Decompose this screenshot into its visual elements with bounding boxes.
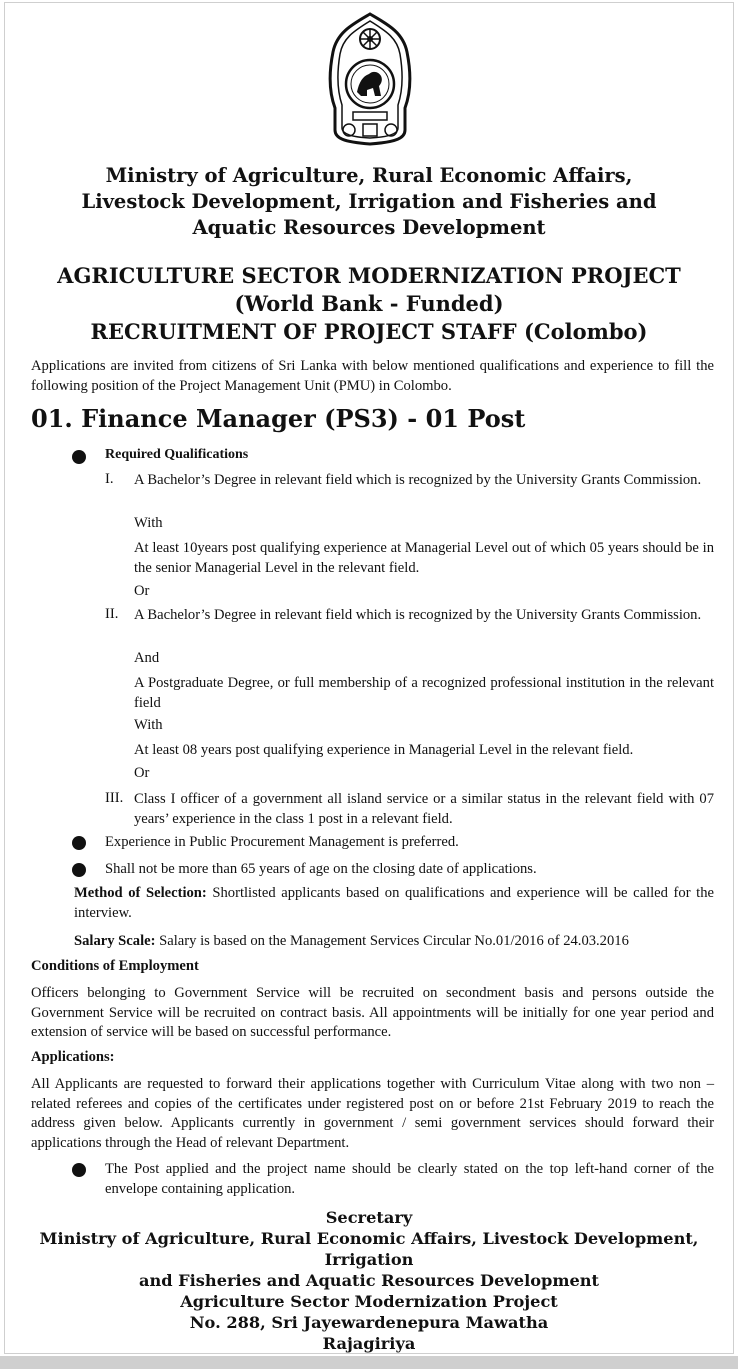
envelope-bullet-text: The Post applied and the project name should be clearly stated on the top left-hand corner of the envelope containing application.	[105, 1161, 714, 1197]
age-bullet-text: Shall not be more than 65 years of age on the closing date of applications.	[105, 861, 537, 877]
address-line-5: No. 288, Sri Jayewardenepura Mawatha	[189, 1313, 549, 1332]
project-heading	[20, 262, 718, 346]
qualification-2-degree: A Bachelor’s Degree in relevant field which is recognized by the University Grants Commission.	[134, 607, 702, 623]
address-block	[20, 1207, 718, 1354]
qualification-1-or: Or	[134, 583, 150, 599]
method-of-selection	[74, 884, 714, 923]
bullet-icon	[72, 836, 86, 850]
ministry-line-3: Aquatic Resources Development	[192, 216, 546, 239]
roman-numeral-3: III.	[105, 790, 124, 806]
bullet-icon	[72, 863, 86, 877]
address-line-4: Agriculture Sector Modernization Project	[180, 1292, 558, 1311]
qualification-1-with: With	[134, 515, 163, 531]
post-title: 01. Finance Manager (PS3) - 01 Post	[31, 404, 526, 433]
procurement-bullet-text: Experience in Public Procurement Management is preferred.	[105, 834, 459, 850]
bullet-icon	[72, 450, 86, 464]
address-line-3: and Fisheries and Aquatic Resources Development	[138, 1271, 600, 1290]
national-emblem-icon	[323, 12, 417, 148]
qualification-3-text: Class I officer of a government all island service or a similar status in the relevant field with 07 years’ experience in the class 1 post in a relevant field.	[134, 791, 714, 827]
address-line-2: Ministry of Agriculture, Rural Economic Affairs, Livestock Development, Irrigation	[39, 1229, 699, 1269]
project-line-3: RECRUITMENT OF PROJECT STAFF (Colombo)	[90, 319, 648, 344]
salary-scale	[74, 932, 714, 952]
applications-heading: Applications:	[31, 1049, 115, 1065]
required-qualifications-label: Required Qualifications	[105, 447, 249, 462]
ministry-heading	[20, 163, 718, 241]
qualification-2-or: Or	[134, 765, 150, 781]
method-label: Method of Selection:	[74, 885, 207, 901]
conditions-paragraph: Officers belonging to Government Service will be recruited on secondment basis and persons outside the Government Service will be recruited on contract basis. All appointments will be initially for one year period and extension of service will be based on successful performance.	[31, 985, 714, 1040]
qualification-2-experience: At least 08 years post qualifying experience in Managerial Level in the relevant field.	[134, 742, 634, 758]
bullet-icon	[72, 1163, 86, 1177]
salary-label: Salary Scale:	[74, 933, 156, 949]
salary-text: Salary is based on the Management Services Circular No.01/2016 of 24.03.2016	[155, 933, 629, 949]
applications-paragraph: All Applicants are requested to forward their applications together with Curriculum Vitae along with two non – related referees and copies of the certificates under registered post on or before 21st February 2019 to reach the address given below. Applicants currently in government / semi government services should forward their applications through the Head of relevant Department.	[31, 1076, 714, 1151]
ministry-line-1: Ministry of Agriculture, Rural Economic Affairs,	[105, 164, 633, 187]
project-line-2: (World Bank - Funded)	[234, 291, 504, 316]
roman-numeral-2: II.	[105, 606, 119, 622]
qualification-1-degree: A Bachelor’s Degree in relevant field which is recognized by the University Grants Commission.	[134, 472, 702, 488]
qualification-2-with: With	[134, 717, 163, 733]
footer-bar	[0, 1356, 738, 1369]
project-line-1: AGRICULTURE SECTOR MODERNIZATION PROJECT	[57, 263, 681, 288]
ministry-line-2: Livestock Development, Irrigation and Fisheries and	[81, 190, 657, 213]
qualification-2-and: And	[134, 650, 160, 666]
roman-numeral-1: I.	[105, 471, 114, 487]
qualification-1-experience: At least 10years post qualifying experience at Managerial Level out of which 05 years should be in the senior Managerial Level in the relevant field.	[134, 540, 714, 576]
qualification-2-postgrad: A Postgraduate Degree, or full membership of a recognized professional institution in the relevant field	[134, 675, 714, 711]
address-line-1: Secretary	[325, 1208, 413, 1227]
method-text: Shortlisted applicants based on qualifications and experience will be called for the interview.	[74, 885, 714, 921]
intro-paragraph: Applications are invited from citizens of Sri Lanka with below mentioned qualifications and experience to fill the following position of the Project Management Unit (PMU) in Colombo.	[31, 358, 714, 394]
conditions-heading: Conditions of Employment	[31, 958, 199, 974]
address-line-6: Rajagiriya	[322, 1334, 416, 1353]
